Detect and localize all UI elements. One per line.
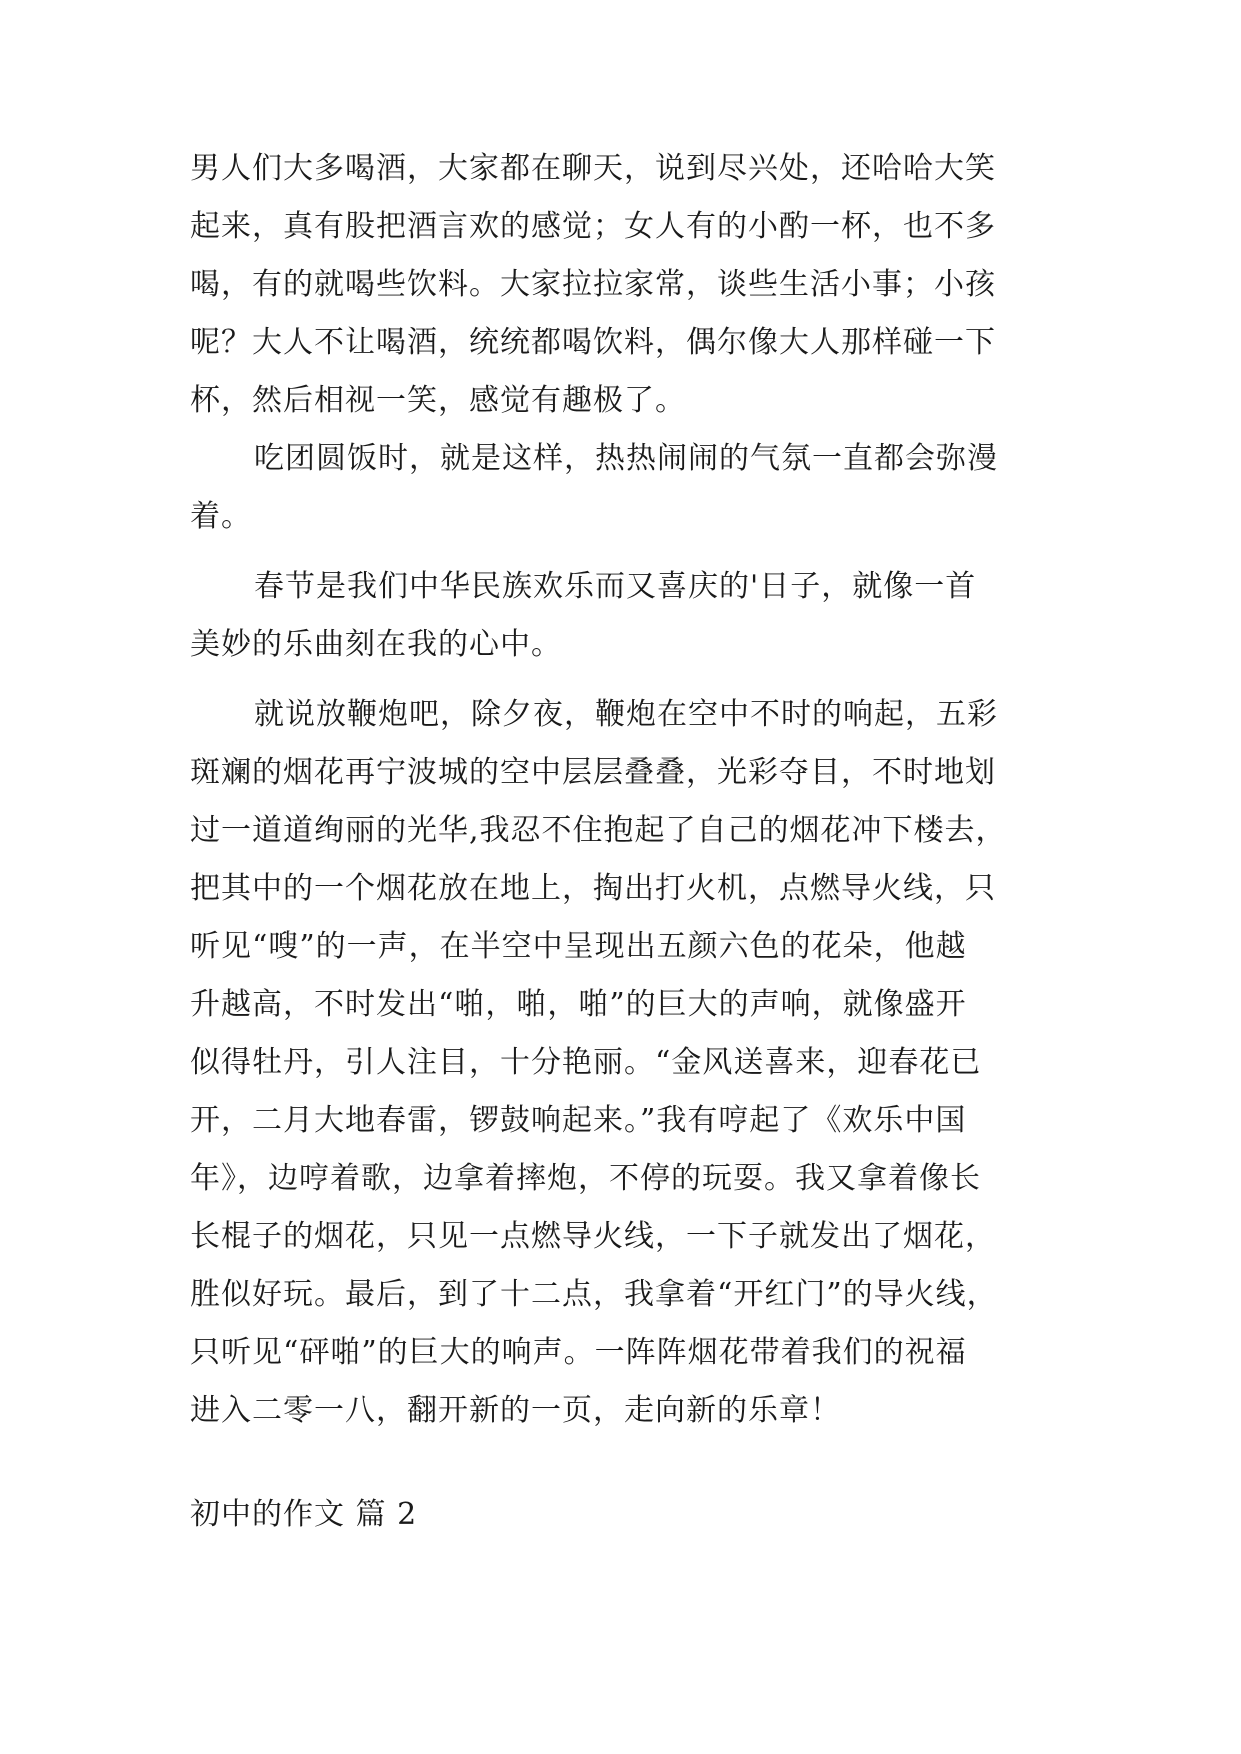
text-line: 吃团圆饭时，就是这样，热热闹闹的气氛一直都会弥漫 bbox=[254, 441, 998, 476]
paragraph-2 bbox=[190, 430, 1050, 546]
text-line: 听见“嗖”的一声，在半空中呈现出五颜六色的花朵，他越 bbox=[190, 929, 967, 964]
text-line: 呢？大人不让喝酒，统统都喝饮料，偶尔像大人那样碰一下 bbox=[190, 325, 996, 360]
text-line: 杯，然后相视一笑，感觉有趣极了。 bbox=[190, 383, 686, 418]
text-line: 只听见“砰啪”的巨大的响声。一阵阵烟花带着我们的祝福 bbox=[190, 1335, 967, 1370]
paragraph-1 bbox=[190, 140, 1050, 430]
paragraph-3 bbox=[190, 558, 1050, 674]
text-line: 斑斓的烟花再宁波城的空中层层叠叠，光彩夺目，不时地划 bbox=[190, 755, 996, 790]
text-line: 喝，有的就喝些饮料。大家拉拉家常，谈些生活小事；小孩 bbox=[190, 267, 996, 302]
section-heading: 初中的作文 篇 2 bbox=[190, 1497, 418, 1532]
paragraph-4 bbox=[190, 686, 1050, 1440]
text-line: 似得牡丹，引人注目，十分艳丽。“金风送喜来，迎春花已 bbox=[190, 1045, 982, 1080]
text-line: 春节是我们中华民族欢乐而又喜庆的'日子，就像一首 bbox=[254, 569, 977, 604]
text-line: 长棍子的烟花，只见一点燃导火线，一下子就发出了烟花， bbox=[190, 1219, 996, 1254]
text-line: 就说放鞭炮吧，除夕夜，鞭炮在空中不时的响起，五彩 bbox=[254, 697, 998, 732]
text-line: 起来，真有股把酒言欢的感觉；女人有的小酌一杯，也不多 bbox=[190, 209, 996, 244]
text-line: 过一道道绚丽的光华,我忍不住抱起了自己的烟花冲下楼去， bbox=[190, 813, 1007, 848]
text-line: 美妙的乐曲刻在我的心中。 bbox=[190, 627, 562, 662]
text-line: 进入二零一八，翻开新的一页，走向新的乐章！ bbox=[190, 1393, 841, 1428]
text-line: 男人们大多喝酒，大家都在聊天，说到尽兴处，还哈哈大笑 bbox=[190, 151, 996, 186]
text-line: 把其中的一个烟花放在地上，掏出打火机，点燃导火线，只 bbox=[190, 871, 996, 906]
text-line: 胜似好玩。最后，到了十二点，我拿着“开红门”的导火线， bbox=[190, 1277, 998, 1312]
text-line: 着。 bbox=[190, 499, 252, 534]
text-line: 升越高，不时发出“啪，啪，啪”的巨大的声响，就像盛开 bbox=[190, 987, 967, 1022]
text-line: 开，二月大地春雷，锣鼓响起来。”我有哼起了《欢乐中国 bbox=[190, 1103, 967, 1138]
text-line: 年》，边哼着歌，边拿着摔炮，不停的玩耍。我又拿着像长 bbox=[190, 1161, 981, 1196]
